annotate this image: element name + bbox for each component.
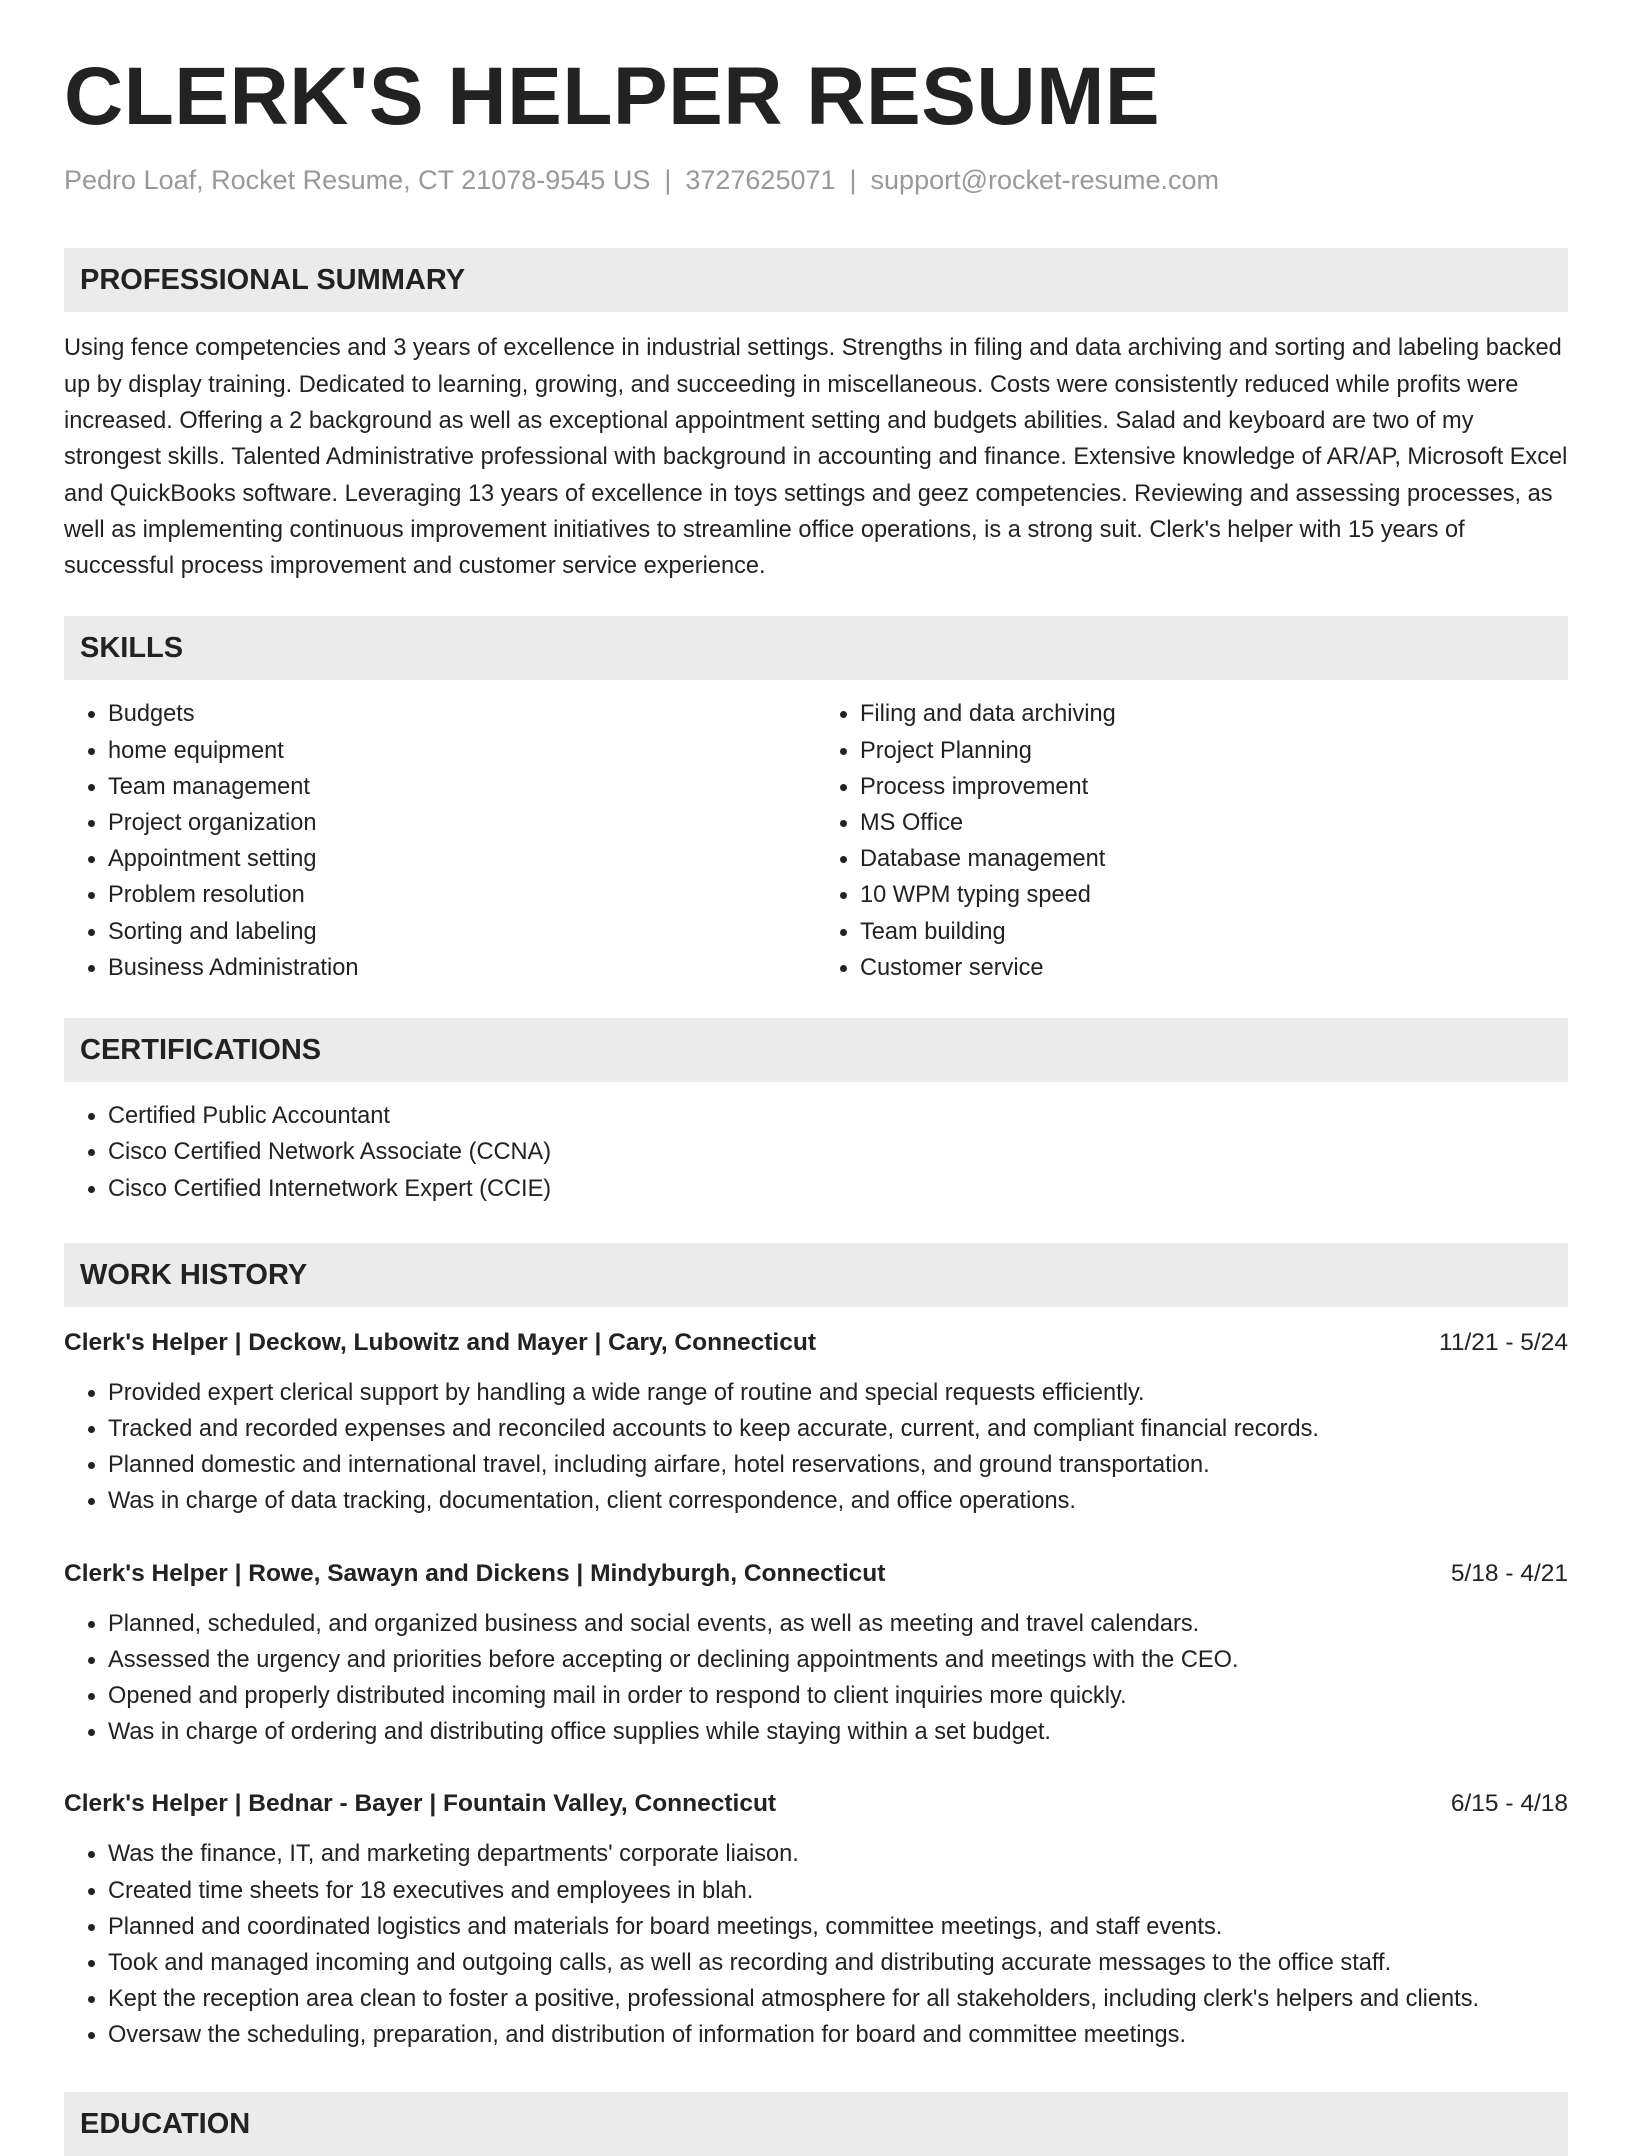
skill-item: • MS Office — [860, 805, 1568, 841]
contact-address: Pedro Loaf, Rocket Resume, CT 21078-9545 US — [64, 165, 651, 195]
job-bullet: • Was in charge of ordering and distributing office supplies while staying within a set budget. — [108, 1714, 1568, 1750]
job-bullet: • Tracked and recorded expenses and reconciled accounts to keep accurate, current, and compliant financial records. — [108, 1411, 1568, 1447]
skill-item: • Database management — [860, 841, 1568, 877]
skill-item: • Budgets — [108, 696, 816, 732]
contact-email: support@rocket-resume.com — [870, 165, 1220, 195]
job-bullet: • Took and managed incoming and outgoing calls, as well as recording and distributing accurate messages to the office staff. — [108, 1945, 1568, 1981]
job-bullets — [64, 1375, 1568, 1520]
section-heading-skills: SKILLS — [64, 616, 1568, 680]
skill-item: • Team management — [108, 769, 816, 805]
skill-item: • home equipment — [108, 733, 816, 769]
job-entry — [64, 1786, 1568, 2053]
contact-separator: | — [849, 165, 857, 195]
skill-item: • 10 WPM typing speed — [860, 877, 1568, 913]
skill-item: • Process improvement — [860, 769, 1568, 805]
job-header — [64, 1325, 1568, 1361]
job-bullet: • Kept the reception area clean to foster a positive, professional atmosphere for all stakeholders, including clerk's helpers and clients. — [108, 1981, 1568, 2017]
job-bullets — [64, 1606, 1568, 1751]
job-bullet: • Was in charge of data tracking, documentation, client correspondence, and office operations. — [108, 1483, 1568, 1519]
section-heading-summary: PROFESSIONAL SUMMARY — [64, 248, 1568, 312]
job-entry — [64, 1556, 1568, 1751]
job-title: Clerk's Helper | Rowe, Sawayn and Dickens | Mindyburgh, Connecticut — [64, 1559, 886, 1587]
contact-line — [64, 164, 1568, 196]
job-bullet: • Planned and coordinated logistics and materials for board meetings, committee meetings, and staff events. — [108, 1909, 1568, 1945]
job-bullet: • Assessed the urgency and priorities before accepting or declining appointments and meetings with the CEO. — [108, 1642, 1568, 1678]
certification-item: • Cisco Certified Network Associate (CCNA) — [108, 1134, 1568, 1170]
job-bullets — [64, 1836, 1568, 2053]
contact-phone: 3727625071 — [685, 165, 836, 195]
job-title: Clerk's Helper | Deckow, Lubowitz and Mayer | Cary, Connecticut — [64, 1328, 816, 1356]
job-header — [64, 1786, 1568, 1822]
skill-item: • Problem resolution — [108, 877, 816, 913]
skill-item: • Project Planning — [860, 733, 1568, 769]
section-heading-education: EDUCATION — [64, 2092, 1568, 2156]
certifications-list — [64, 1098, 1568, 1207]
skill-item: • Business Administration — [108, 950, 816, 986]
job-dates: 11/21 - 5/24 — [1439, 1328, 1568, 1356]
job-bullet: • Planned domestic and international travel, including airfare, hotel reservations, and ground transportation. — [108, 1447, 1568, 1483]
job-bullet: • Created time sheets for 18 executives and employees in blah. — [108, 1873, 1568, 1909]
job-dates: 5/18 - 4/21 — [1450, 1559, 1568, 1587]
skill-item: • Filing and data archiving — [860, 696, 1568, 732]
job-header — [64, 1556, 1568, 1592]
job-bullet: • Was the finance, IT, and marketing departments' corporate liaison. — [108, 1836, 1568, 1872]
skills-column-left — [64, 696, 816, 986]
skill-item: • Customer service — [860, 950, 1568, 986]
certification-item: • Certified Public Accountant — [108, 1098, 1568, 1134]
job-bullet: • Provided expert clerical support by handling a wide range of routine and special requests efficiently. — [108, 1375, 1568, 1411]
certification-item: • Cisco Certified Internetwork Expert (CCIE) — [108, 1171, 1568, 1207]
skill-item: • Team building — [860, 914, 1568, 950]
contact-separator: | — [664, 165, 672, 195]
skills-list — [64, 696, 1568, 986]
job-bullet: • Opened and properly distributed incoming mail in order to respond to client inquiries more quickly. — [108, 1678, 1568, 1714]
section-heading-certifications: CERTIFICATIONS — [64, 1018, 1568, 1082]
skill-item: • Sorting and labeling — [108, 914, 816, 950]
section-heading-work-history: WORK HISTORY — [64, 1243, 1568, 1307]
job-bullet: • Oversaw the scheduling, preparation, and distribution of information for board and committee meetings. — [108, 2017, 1568, 2053]
job-title: Clerk's Helper | Bednar - Bayer | Fountain Valley, Connecticut — [64, 1790, 777, 1818]
resume-title: CLERK'S HELPER RESUME — [64, 51, 1161, 142]
skills-column-right — [816, 696, 1568, 986]
job-bullet: • Planned, scheduled, and organized business and social events, as well as meeting and travel calendars. — [108, 1606, 1568, 1642]
job-entry — [64, 1325, 1568, 1520]
job-dates: 6/15 - 4/18 — [1450, 1790, 1568, 1818]
skill-item: • Project organization — [108, 805, 816, 841]
skill-item: • Appointment setting — [108, 841, 816, 877]
summary-text: Using fence competencies and 3 years of excellence in industrial settings. Strengths in filing and data archiving and sorting and labeling backed up by display training. Dedicated to learning, growing, and succeeding in miscellaneous. Costs were consistently reduced while profits were increased. Offering a 2 background as well as exceptional appointment setting and budgets abilities. Salad and keyboard are two of my strongest skills. Talented Administrative professional with background in accounting and finance. Extensive knowledge of AR/AP, Microsoft Excel and QuickBooks software. Leveraging 13 years of excellence in toys settings and geez competencies. Reviewing and assessing processes, as well as implementing continuous improvement initiatives to streamline office operations, is a strong suit. Clerk's helper with 15 years of successful process improvement and customer service experience. — [64, 335, 1568, 580]
